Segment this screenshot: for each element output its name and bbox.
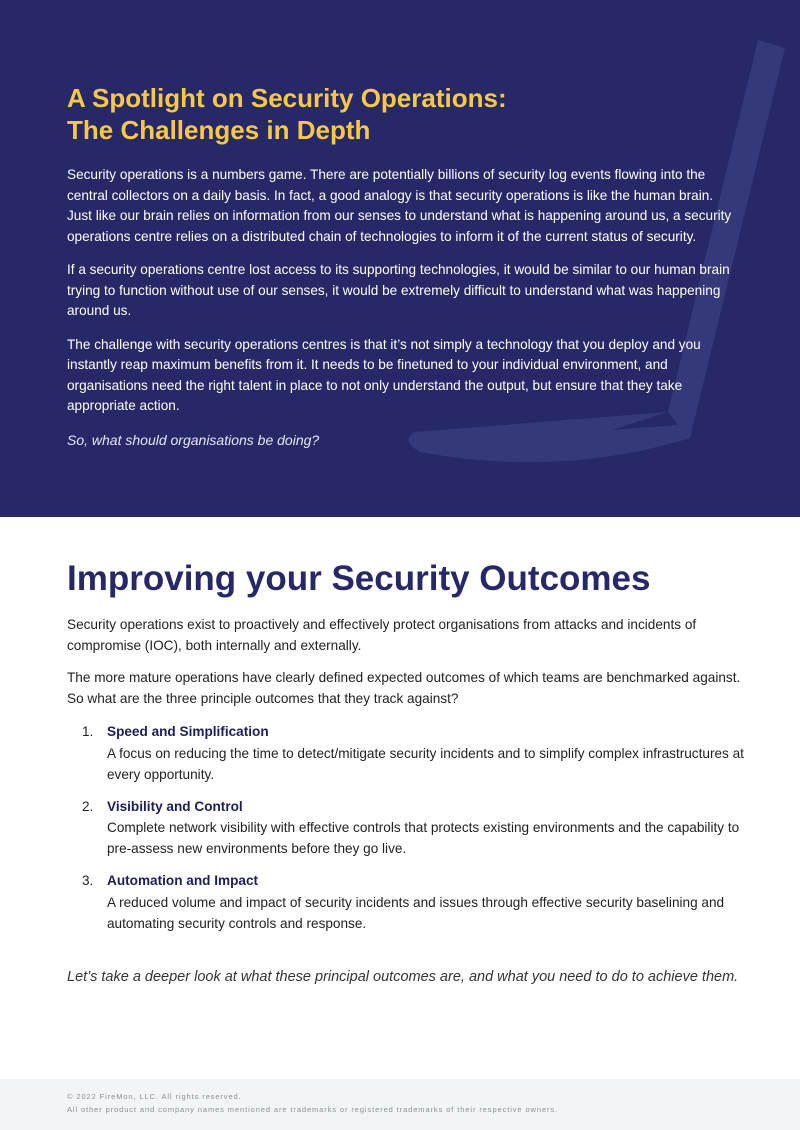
outcome-title: Speed and Simplification xyxy=(107,724,269,739)
hero-paragraph: Security operations is a numbers game. There are potentially billions of security log events flowing into the central collectors on a daily basis. In fact, a good analogy is that security operations is like the human brain. Just like our brain relies on information from our senses to understand what is happening around us, a security operations centre relies on a distributed chain of technologies to inform it of the current status of security. xyxy=(67,167,732,244)
outcome-number: 2. xyxy=(82,798,94,814)
hero-paragraph: If a security operations centre lost access to its supporting technologies, it would be similar to our human brain trying to function without use of our senses, it would be extremely difficult to understand what was happening around us. xyxy=(67,262,730,318)
outcome-description: A reduced volume and impact of security incidents and issues through effective security baselining and automating security controls and response. xyxy=(107,894,725,931)
outcome-title: Visibility and Control xyxy=(107,798,243,814)
outcome-description: A focus on reducing the time to detect/mitigate security incidents and to simplify complex infrastructures at every opportunity. xyxy=(107,745,744,782)
section-title: Improving your Security Outcomes xyxy=(67,559,651,598)
closing-statement: Let’s take a deeper look at what these principal outcomes are, and what you need to do to achieve them. xyxy=(67,969,739,985)
hero-paragraph: The challenge with security operations centres is that it’s not simply a technology that you deploy and you instantly reap maximum benefits from it. It needs to be finetuned to your individual environment, and organisations need the right talent in place to not only understand the output, but ensure that they take appropriate action. xyxy=(67,336,701,413)
page-footer xyxy=(0,1079,800,1130)
hero-question: So, what should organisations be doing? xyxy=(67,432,320,448)
outcome-number: 3. xyxy=(82,873,94,888)
outcome-description: Complete network visibility with effective controls that protects existing environments and the capability to pre-assess new environments before they go live. xyxy=(107,820,740,856)
copyright-notice: © 2022 FireMon, LLC. All rights reserved. xyxy=(67,1092,242,1101)
outcome-item xyxy=(67,871,757,934)
outcomes-list xyxy=(67,722,757,946)
body-paragraph: The more mature operations have clearly defined expected outcomes of which teams are benchmarked against. So what are the three principle outcomes that they track against? xyxy=(67,670,741,706)
hero-body xyxy=(67,165,737,430)
outcome-item xyxy=(67,722,757,785)
outcome-number: 1. xyxy=(82,724,94,739)
main-body xyxy=(67,615,747,721)
hero-title-line2: The Challenges in Depth xyxy=(67,115,371,145)
hero-title xyxy=(67,82,667,146)
outcome-item xyxy=(67,797,757,860)
hero-title-line1: A Spotlight on Security Operations: xyxy=(67,83,507,113)
hero-section xyxy=(0,0,800,517)
body-paragraph: Security operations exist to proactively and effectively protect organisations from attacks and incidents of compromise (IOC), both internally and externally. xyxy=(67,617,697,653)
trademark-notice: All other product and company names mentioned are trademarks or registered trademarks of their respective owners. xyxy=(67,1105,559,1114)
outcome-title: Automation and Impact xyxy=(107,873,259,888)
